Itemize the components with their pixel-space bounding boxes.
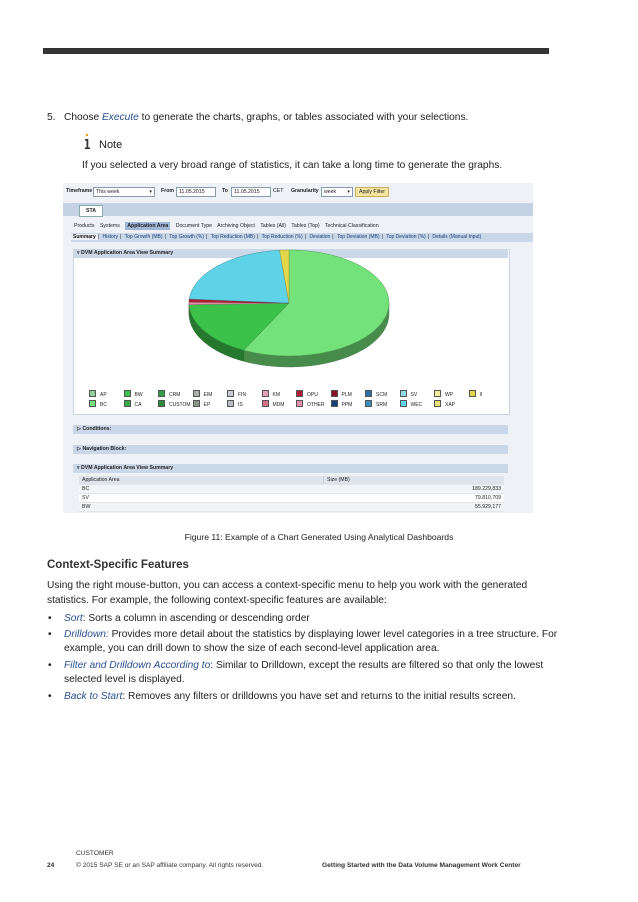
cell-area: BW (79, 503, 324, 512)
tab-sta[interactable]: STA (79, 205, 103, 217)
expand-icon[interactable]: ▷ (77, 426, 83, 432)
header-rule (43, 48, 549, 54)
note-text: If you selected a very broad range of statistics, it can take a long time to generate the graphs. (82, 160, 503, 171)
subtab-document-type[interactable]: Document Type (175, 223, 213, 229)
legend-swatch (469, 390, 476, 397)
from-label: From (161, 188, 174, 194)
legend-item-crm (158, 390, 180, 398)
legend-item-ep (193, 400, 211, 408)
to-input[interactable]: 11.05.2015 (231, 187, 271, 197)
step-number: 5. (47, 112, 56, 123)
legend-label: SV (410, 392, 418, 398)
view-deviation[interactable]: Deviation (309, 234, 331, 240)
view-top-reduction-pct[interactable]: Top Reduction (%) (261, 234, 303, 240)
legend-swatch (434, 390, 441, 397)
legend-item-bw (124, 390, 143, 398)
legend-item-wec (400, 400, 423, 408)
sort-term: Sort (64, 613, 83, 624)
legend-item-bc (89, 400, 107, 408)
legend-item-mdm (262, 400, 285, 408)
legend-item-other (296, 400, 325, 408)
legend-label: MDM (272, 402, 285, 408)
expand-icon[interactable]: ▷ (77, 446, 83, 452)
legend-label: XAP (445, 402, 456, 408)
column-header-size[interactable]: Size (MB) (324, 476, 505, 485)
collapse-icon[interactable]: ▿ (77, 465, 82, 471)
execute-link[interactable]: Execute (101, 112, 139, 123)
legend-item-fin (227, 390, 246, 398)
drilldown-text-2: example, you can drill down to show the size of each second-level application area. (64, 643, 440, 654)
dashboard-screenshot (63, 183, 533, 513)
sort-text: : Sorts a column in ascending or descending order (82, 613, 310, 624)
legend-swatch (400, 400, 407, 407)
legend-item-km (262, 390, 281, 398)
collapse-icon[interactable]: ▿ (77, 250, 82, 256)
legend-swatch (89, 390, 96, 397)
bullet-sort (64, 611, 310, 626)
bullet-dot: • (48, 691, 52, 702)
timeframe-label: Timeframe (66, 188, 93, 194)
pie-slice-sv[interactable] (189, 250, 289, 303)
legend-label: IS (238, 402, 243, 408)
footer-doc-title: Getting Started with the Data Volume Management Work Center (322, 862, 521, 869)
bullet-filter-drilldown (64, 658, 543, 673)
legend-item-is (227, 400, 243, 408)
bullet-back-to-start (64, 689, 516, 704)
filter-drilldown-term: Filter and Drilldown According to (64, 660, 211, 671)
legend-swatch (331, 390, 338, 397)
apply-filter-button[interactable]: Apply Filter (355, 187, 389, 197)
legend-swatch (296, 400, 303, 407)
chart-panel-title: DVM Application Area View Summary (81, 250, 174, 256)
legend-label: EIM (203, 392, 213, 398)
chevron-down-icon: ▾ (149, 189, 152, 195)
column-header-area[interactable]: Application Area (79, 476, 324, 485)
summary-table (79, 476, 504, 512)
legend-item-ii (469, 390, 483, 398)
navigation-block[interactable] (73, 445, 508, 454)
subtab-systems[interactable]: Systems (99, 223, 120, 229)
legend-swatch (400, 390, 407, 397)
filter-drilldown-text-2: selected level is displayed. (64, 674, 185, 685)
summary-table-header[interactable] (73, 464, 508, 473)
cell-size: 79.810,709 (324, 494, 505, 503)
from-input[interactable]: 11.05.2015 (176, 187, 216, 197)
view-top-growth-mb[interactable]: Top Growth (MB) (124, 234, 163, 240)
legend-swatch (193, 390, 200, 397)
legend-swatch (365, 390, 372, 397)
granularity-value: week (324, 189, 337, 195)
legend-swatch (124, 390, 131, 397)
legend-swatch (434, 400, 441, 407)
legend-swatch (193, 400, 200, 407)
cell-area: BC (79, 485, 324, 494)
legend-swatch (158, 400, 165, 407)
section-heading: Context-Specific Features (47, 559, 189, 571)
timeframe-value: This week (96, 189, 120, 195)
legend-item-custom (158, 400, 191, 408)
table-header-row (79, 476, 504, 485)
legend-label: AP (100, 392, 107, 398)
bullet-dot: • (48, 629, 52, 640)
view-summary[interactable]: Summary (73, 234, 96, 240)
summary-table-title: DVM Application Area View Summary (81, 465, 174, 471)
back-to-start-text: : Removes any filters or drilldowns you have set and returns to the initial results screen. (122, 691, 516, 702)
legend-item-ca (124, 400, 142, 408)
granularity-label: Granularity (291, 188, 319, 194)
step-post: to generate the charts, graphs, or tables associated with your selections. (141, 112, 469, 123)
legend-item-srm (365, 400, 387, 408)
step-pre: Choose (64, 112, 100, 123)
cell-area: SV (79, 494, 324, 503)
legend-swatch (262, 390, 269, 397)
legend-label: BW (134, 392, 143, 398)
legend-swatch (227, 400, 234, 407)
legend-label: PPM (341, 402, 353, 408)
legend-label: SRM (376, 402, 388, 408)
legend-item-eim (193, 390, 213, 398)
table-row[interactable] (79, 485, 504, 494)
info-icon (83, 132, 93, 154)
subtab-tables-top[interactable]: Tables (Top) (291, 223, 320, 229)
legend-item-ap (89, 390, 107, 398)
legend-item-ppm (331, 400, 353, 408)
step-text (64, 110, 468, 125)
footer-copyright: © 2015 SAP SE or an SAP affiliate company. All rights reserved. (76, 862, 264, 869)
subtab-archiving-object[interactable]: Archiving Object (217, 223, 255, 229)
subtab-tables-all[interactable]: Tables (All) (260, 223, 286, 229)
bullet-drilldown (64, 627, 557, 642)
legend-label: WP (445, 392, 454, 398)
page-number: 24 (47, 862, 55, 869)
subtab-technical-classification[interactable]: Technical Classification (324, 223, 379, 229)
cell-size: 55.929,177 (324, 503, 505, 512)
legend-item-opu (296, 390, 318, 398)
chevron-down-icon: ▾ (347, 189, 350, 195)
view-tabs: Summary | History | Top Growth (MB) | Top Growth (%) | Top Reduction (MB) | Top Reduction (%) | Deviation | Top Deviation (MB) | Top Deviation (%) | Details (Manual Input) (71, 233, 533, 242)
legend-label: EP (203, 402, 211, 408)
filter-drilldown-text: : Similar to Drilldown, except the results are filtered so that only the lowest (210, 660, 544, 671)
legend-label: KM (272, 392, 280, 398)
legend-label: BC (100, 402, 107, 408)
note-title: Note (99, 139, 123, 151)
conditions-block[interactable] (73, 425, 508, 434)
legend-swatch (365, 400, 372, 407)
legend-swatch (124, 400, 131, 407)
legend-swatch (331, 400, 338, 407)
legend-item-wp (434, 390, 453, 398)
chart-legend (89, 390, 509, 412)
bullet-dot: • (48, 613, 52, 624)
navigation-label: Navigation Block: (82, 446, 127, 452)
legend-label: OPU (307, 392, 318, 398)
table-row[interactable] (79, 494, 504, 503)
legend-swatch (158, 390, 165, 397)
legend-item-sv (400, 390, 418, 398)
legend-swatch (262, 400, 269, 407)
legend-item-scm (365, 390, 387, 398)
view-top-reduction-mb[interactable]: Top Reduction (MB) (210, 234, 255, 240)
to-label: To (222, 188, 228, 194)
subtab-products[interactable]: Products (74, 223, 95, 229)
legend-swatch (296, 390, 303, 397)
cell-size: 189.229,833 (324, 485, 505, 494)
legend-label: CUSTOM (169, 402, 191, 408)
legend-label: WEC (410, 402, 423, 408)
back-to-start-term: Back to Start (64, 691, 123, 702)
legend-label: SCM (376, 392, 388, 398)
table-row[interactable] (79, 503, 504, 512)
legend-label: CA (134, 402, 142, 408)
view-top-deviation-pct[interactable]: Top Deviation (%) (386, 234, 426, 240)
subtab-application-area[interactable]: Application Area (127, 223, 169, 229)
legend-label: II (479, 392, 483, 398)
conditions-label: Conditions: (82, 426, 112, 432)
drilldown-text: Provides more detail about the statistics by displaying lower level categories in a tree structure. For (108, 629, 558, 640)
section-intro-line-2: statistics. For example, the following context-specific features are available: (47, 595, 387, 606)
timezone: CET (273, 188, 284, 194)
bullet-dot: • (48, 660, 52, 671)
legend-swatch (89, 400, 96, 407)
section-intro-line-1: Using the right mouse-button, you can access a context-specific menu to help you work with the generated (47, 580, 528, 591)
footer-label: CUSTOMER (76, 850, 114, 857)
view-top-deviation-mb[interactable]: Top Deviation (MB) (337, 234, 380, 240)
legend-label: FIN (238, 392, 247, 398)
figure-caption: Figure 11: Example of a Chart Generated Using Analytical Dashboards (184, 532, 454, 542)
legend-label: PLM (341, 392, 352, 398)
legend-label: OTHER (307, 402, 325, 408)
legend-item-plm (331, 390, 352, 398)
legend-swatch (227, 390, 234, 397)
view-history[interactable]: History (102, 234, 119, 240)
legend-item-xap (434, 400, 455, 408)
view-top-growth-pct[interactable]: Top Growth (%) (169, 234, 204, 240)
legend-label: CRM (169, 392, 181, 398)
view-details-manual[interactable]: Details (Manual Input) (432, 234, 482, 240)
drilldown-term: Drilldown: (64, 629, 109, 640)
